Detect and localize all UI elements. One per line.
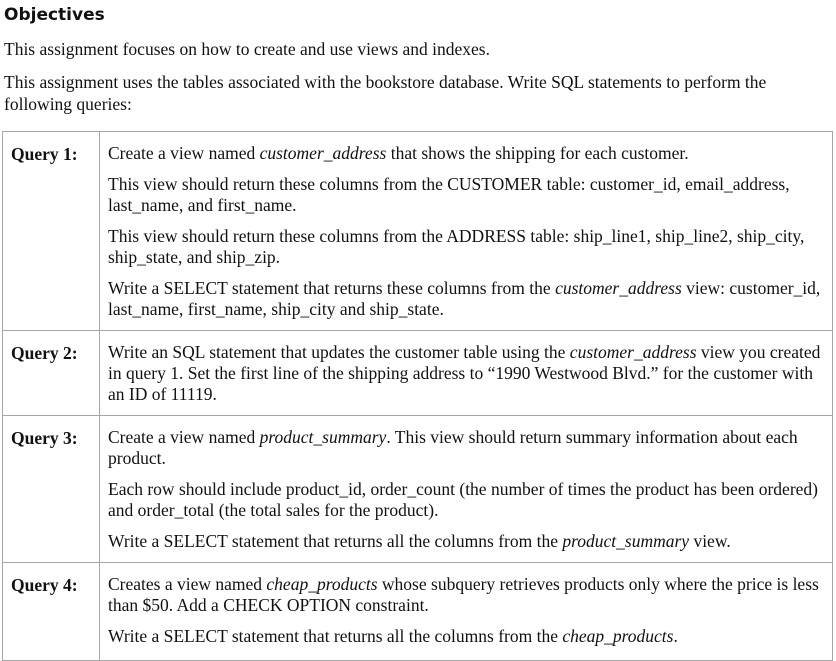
query-label: Query 4: <box>3 563 100 661</box>
query-paragraph: Creates a view named cheap_products whose subquery retrieves products only where the price is less than $50. Add a CHECK OPTION constraint. <box>108 574 819 615</box>
query-row-2 <box>3 331 833 416</box>
query-paragraph: Write a SELECT statement that returns these columns from the customer_address view: customer_id, last_name, first_name, ship_city and ship_state. <box>108 278 821 319</box>
query-row-3 <box>3 416 833 563</box>
query-paragraph: Create a view named product_summary. This view should return summary information about each product. <box>108 427 798 468</box>
query-paragraph: Write a SELECT statement that returns all the columns from the cheap_products. <box>108 626 678 646</box>
page-title: Objectives <box>4 5 105 25</box>
intro-paragraph-2: This assignment uses the tables associated with the bookstore database. Write SQL statements to perform the following queries: <box>4 72 767 114</box>
query-label: Query 3: <box>3 416 100 563</box>
query-row-4 <box>3 563 833 661</box>
query-description <box>100 416 833 563</box>
query-paragraph: Create a view named customer_address that shows the shipping for each customer. <box>108 143 689 163</box>
query-description <box>100 563 833 661</box>
query-paragraph: Each row should include product_id, order_count (the number of times the product has been ordered) and order_total (the total sales for the product). <box>108 479 818 520</box>
query-description <box>100 331 833 416</box>
query-paragraph: Write an SQL statement that updates the customer table using the customer_address view you created in query 1. Set the first line of the shipping address to “1990 Westwood Blvd.” for the customer with an ID of 11119. <box>108 342 821 404</box>
query-paragraph: This view should return these columns from the ADDRESS table: ship_line1, ship_line2, ship_city, ship_state, and ship_zip. <box>108 226 805 267</box>
query-description <box>100 132 833 331</box>
query-label: Query 1: <box>3 132 100 331</box>
queries-table <box>2 131 833 661</box>
query-paragraph: Write a SELECT statement that returns all the columns from the product_summary view. <box>108 531 731 551</box>
intro-paragraph-1: This assignment focuses on how to create and use views and indexes. <box>4 39 490 59</box>
query-paragraph: This view should return these columns from the CUSTOMER table: customer_id, email_address, last_name, and first_name. <box>108 174 790 215</box>
query-label: Query 2: <box>3 331 100 416</box>
query-row-1 <box>3 132 833 331</box>
